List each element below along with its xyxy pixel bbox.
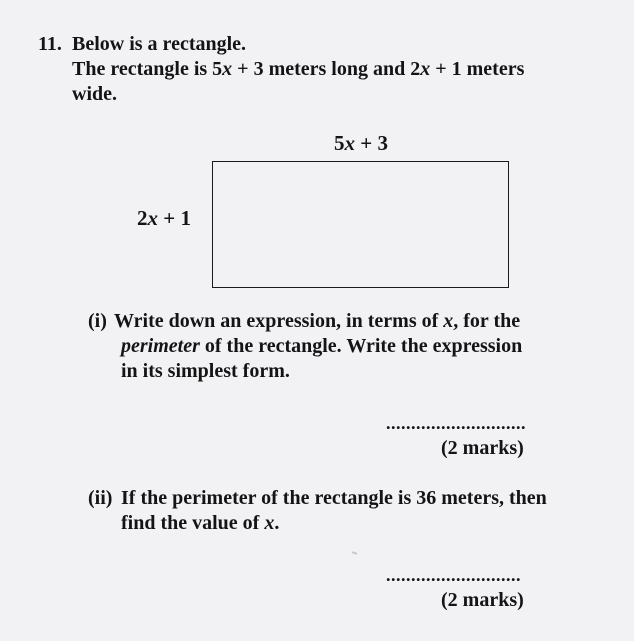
rectangle-length-label: 5x + 3 [334, 131, 388, 155]
part-i-line1: Write down an expression, in terms of x, for the [114, 310, 521, 332]
question-number [38, 32, 62, 56]
question-intro-line3: wide. [72, 83, 117, 105]
part-ii-answer-line[interactable]: ........................... [386, 565, 521, 585]
part-ii-marks: (2 marks) [441, 589, 524, 611]
scan-speck [352, 551, 357, 554]
part-ii-line1: If the perimeter of the rectangle is 36 meters, then [121, 487, 547, 509]
question-intro-line1: Below is a rectangle. [72, 33, 247, 55]
part-ii-label: (ii) [88, 487, 113, 509]
question-number-text: 11. [38, 33, 62, 55]
perimeter-italic: perimeter [121, 335, 200, 357]
question-intro-line2: The rectangle is 5x + 3 meters long and 2x + 1 meters [72, 58, 525, 80]
part-i-line2 [121, 334, 522, 358]
part-i-line3: in its simplest form. [121, 360, 290, 382]
part-i-label: (i) [88, 310, 107, 332]
part-i-line2-rest: of the rectangle. Write the expression [199, 335, 523, 357]
part-i-answer-line[interactable]: ............................ [386, 413, 526, 433]
part-i-marks: (2 marks) [441, 437, 524, 459]
rectangle-width-label: 2x + 1 [137, 206, 191, 230]
rectangle-diagram [212, 161, 509, 288]
part-ii-line2: find the value of x. [121, 512, 280, 534]
